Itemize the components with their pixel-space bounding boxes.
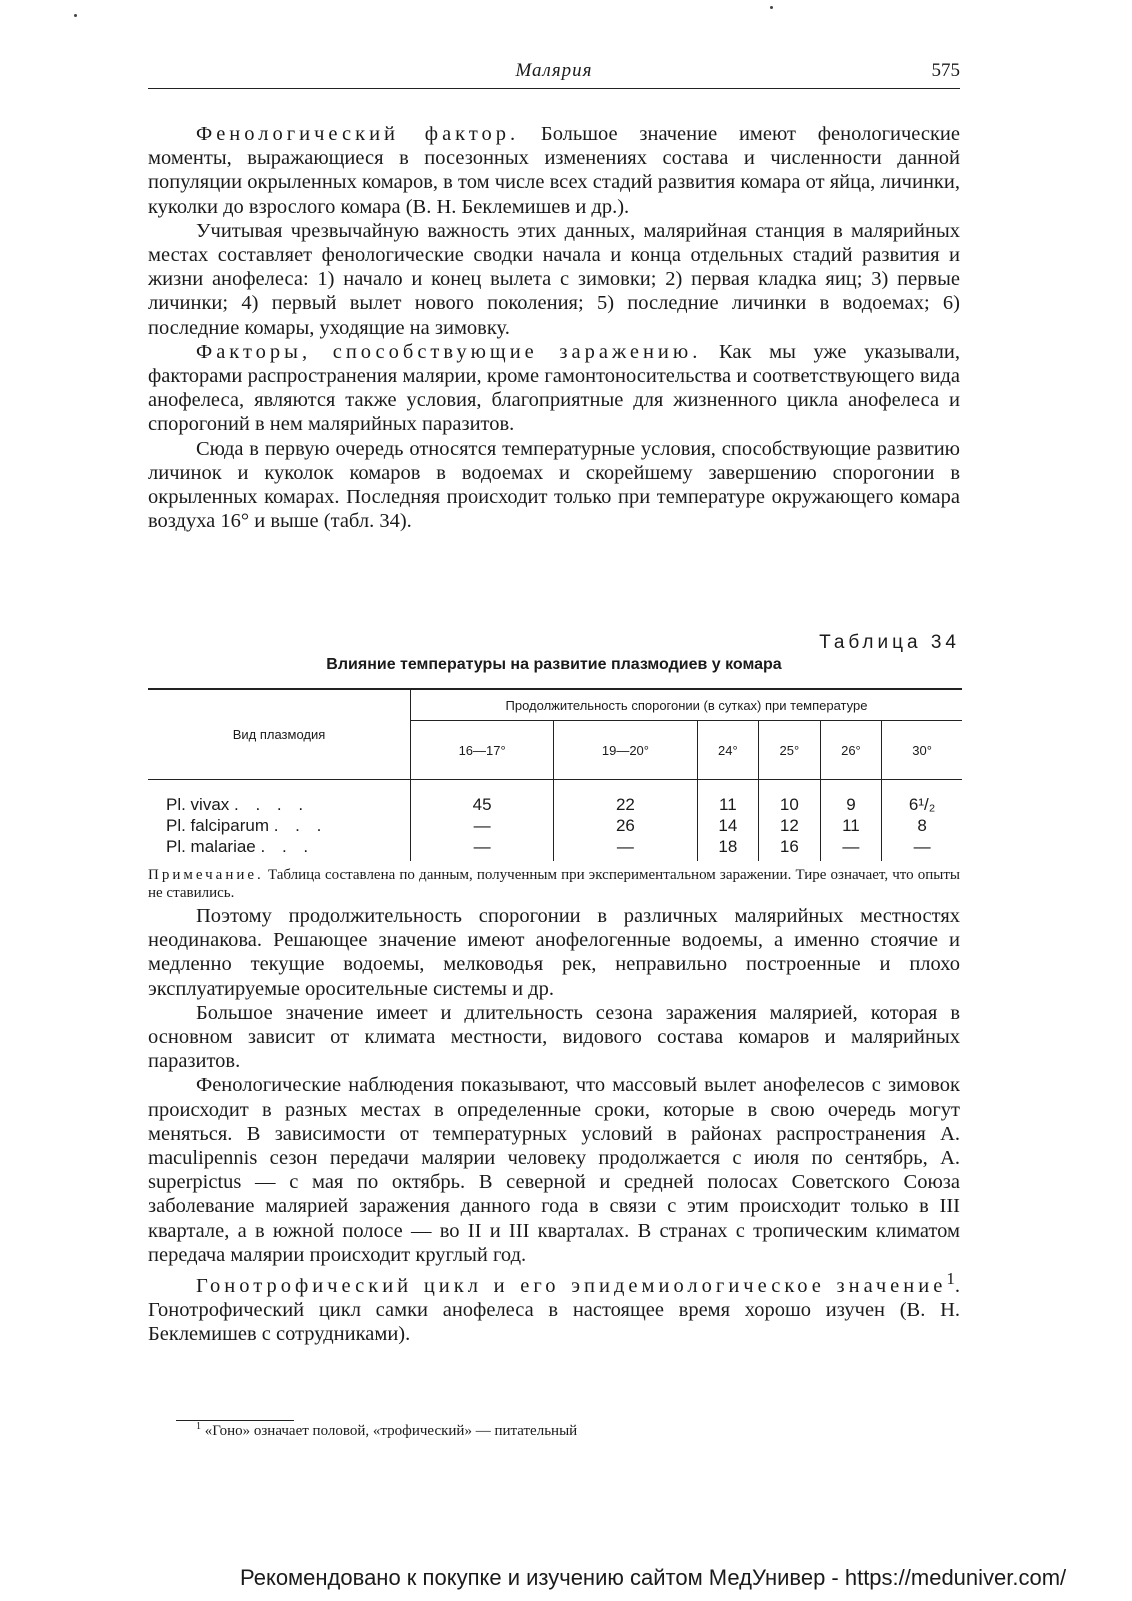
paragraph-text: Учитывая чрезвычайную важность этих данных, малярийная станция в малярийных местах составляет фенологические сводки начала и конца отдельных стадий развития и жизни анофелеса: 1) начало и конец вылета с зимовки; 2) первая кладка яиц; 3) первые личинки; 4) первый вылет нового поколения; 5) последние личинки в водоемах; 6) последние комары, уходящие на зимовку. <box>148 219 960 339</box>
table-title: Влияние температуры на развитие плазмодиев у комара <box>326 656 782 673</box>
column-header-species: Вид плазмодия <box>148 689 411 780</box>
paragraph <box>148 219 960 340</box>
scan-speck <box>770 6 773 9</box>
paragraph <box>148 1001 960 1074</box>
temp-header: 19—20° <box>554 721 697 780</box>
running-header <box>148 58 960 89</box>
paragraph-text: Фенологические наблюдения показывают, что массовый вылет анофелесов с зимовок происходит в разных местах в определенные сроки, которые в свою очередь могут меняться. В зависимости от температурных условий в районах распространения A. maculipennis сезон передачи малярии человеку продолжается с июля по сентябрь, A. superpictus — с мая по октябрь. В северной и средней полосах Советского Союза заболевание малярией заражения данного года в связи с этим происходит только в III квартале, а в южной полосе — во II и III кварталах. В странах с тропическим климатом передача малярии происходит круглый год. <box>148 1074 960 1266</box>
body-text-bottom <box>148 904 960 1346</box>
paragraph <box>148 904 960 1001</box>
paragraph-text: Большое значение имеет и длительность сезона заражения малярией, которая в основном зависит от климата местности, видового состава комаров и малярийных паразитов. <box>148 1001 960 1073</box>
footnote-text: «Гоно» означает половой, «трофический» — питательный <box>204 1423 578 1439</box>
table-cell: 18 <box>697 836 759 861</box>
table-row <box>148 780 962 816</box>
paragraph-text: Как мы уже указывали, факторами распространения малярии, кроме гамонтоносительства и соответствующего вида анофелеса, являются также условия, благоприятные для жизненного цикла анофелеса и спорогоний в нем малярийных паразитов. <box>148 340 960 436</box>
paragraph-text: Большое значение имеют фенологические моменты, выражающиеся в посезонных изменениях состава и численности данной популяции окрыленных комаров, в том числе всех стадий развития комара от яйца, личинки, куколки до взрослого комара (В. Н. Беклемишев и др.). <box>148 123 960 218</box>
table-label: Таблица 34 <box>819 632 960 653</box>
footnote-mark: 1 <box>196 1421 201 1432</box>
body-text-top <box>148 122 960 533</box>
table-note <box>148 866 960 902</box>
paragraph <box>148 122 960 219</box>
scan-speck <box>74 14 77 17</box>
paragraph-text: Поэтому продолжительность спорогонии в различных малярийных местностях неодинакова. Решающее значение имеют анофелогенные водоемы, а именно стоячие и медленно текущие водоемы, мелководья рек, неправильно построенные и плохо эксплуатируемые оросительные системы и др. <box>148 905 960 1000</box>
paragraph <box>148 340 960 437</box>
table-cell: 16 <box>759 836 821 861</box>
paragraph-text: . Гонотрофический цикл самки анофелеса в настоящее время хорошо изучен (В. Н. Беклемишев с сотрудниками). <box>148 1274 960 1346</box>
species-name: Pl. falciparum . . . <box>166 816 328 835</box>
temperature-table <box>148 688 962 861</box>
paragraph-lead: Фенологический фактор. <box>196 123 520 145</box>
table-cell: 45 <box>411 780 554 816</box>
species-name: Pl. malariae . . . <box>166 837 315 856</box>
table-row <box>148 815 962 836</box>
table-cell: — <box>820 836 882 861</box>
table-cell: 11 <box>697 780 759 816</box>
note-lead: Примечание. <box>148 867 264 883</box>
group-header: Продолжительность спорогонии (в сутках) при температуре <box>411 689 963 721</box>
temp-header: 30° <box>882 721 962 780</box>
footnote-ref: 1 <box>946 1269 955 1289</box>
recommendation-banner: Рекомендовано к покупке и изучению сайтом МедУнивер - https://meduniver.com/ <box>240 1565 1067 1590</box>
table-cell: 22 <box>554 780 697 816</box>
species-name: Pl. vivax . . . . <box>166 795 310 814</box>
temp-header: 26° <box>820 721 882 780</box>
paragraph <box>148 437 960 534</box>
paragraph <box>148 1267 960 1346</box>
page-number: 575 <box>931 60 960 81</box>
footnote <box>196 1421 577 1440</box>
paragraph <box>148 1073 960 1267</box>
table-cell: 11 <box>820 815 882 836</box>
paragraph-text: Сюда в первую очередь относятся температурные условия, способствующие развитию личинок и куколок комаров в водоемах и скорейшему завершению спорогонии в окрыленных комарах. Последняя происходит только при температуре окружающего комара воздуха 16° и выше (табл. 34). <box>148 437 960 533</box>
temp-header: 16—17° <box>411 721 554 780</box>
table-cell: — <box>554 836 697 861</box>
table-cell: 26 <box>554 815 697 836</box>
table-cell: — <box>882 836 962 861</box>
table-cell: — <box>411 836 554 861</box>
running-title: Малярия <box>515 60 593 81</box>
table-row <box>148 836 962 861</box>
table-cell: 10 <box>759 780 821 816</box>
table-cell: 6¹/₂ <box>882 780 962 816</box>
table-cell: 8 <box>882 815 962 836</box>
temp-header: 24° <box>697 721 759 780</box>
table-cell: 14 <box>697 815 759 836</box>
paragraph-lead: Гонотрофический цикл и его эпидемиологическое значение <box>196 1274 947 1297</box>
table-cell: — <box>411 815 554 836</box>
table-cell: 9 <box>820 780 882 816</box>
note-text: Таблица составлена по данным, полученным при экспериментальном заражении. Тире означает, что опыты не ставились. <box>148 867 960 901</box>
temp-header: 25° <box>759 721 821 780</box>
paragraph-lead: Факторы, способствующие заражению. <box>196 340 702 363</box>
table-cell: 12 <box>759 815 821 836</box>
